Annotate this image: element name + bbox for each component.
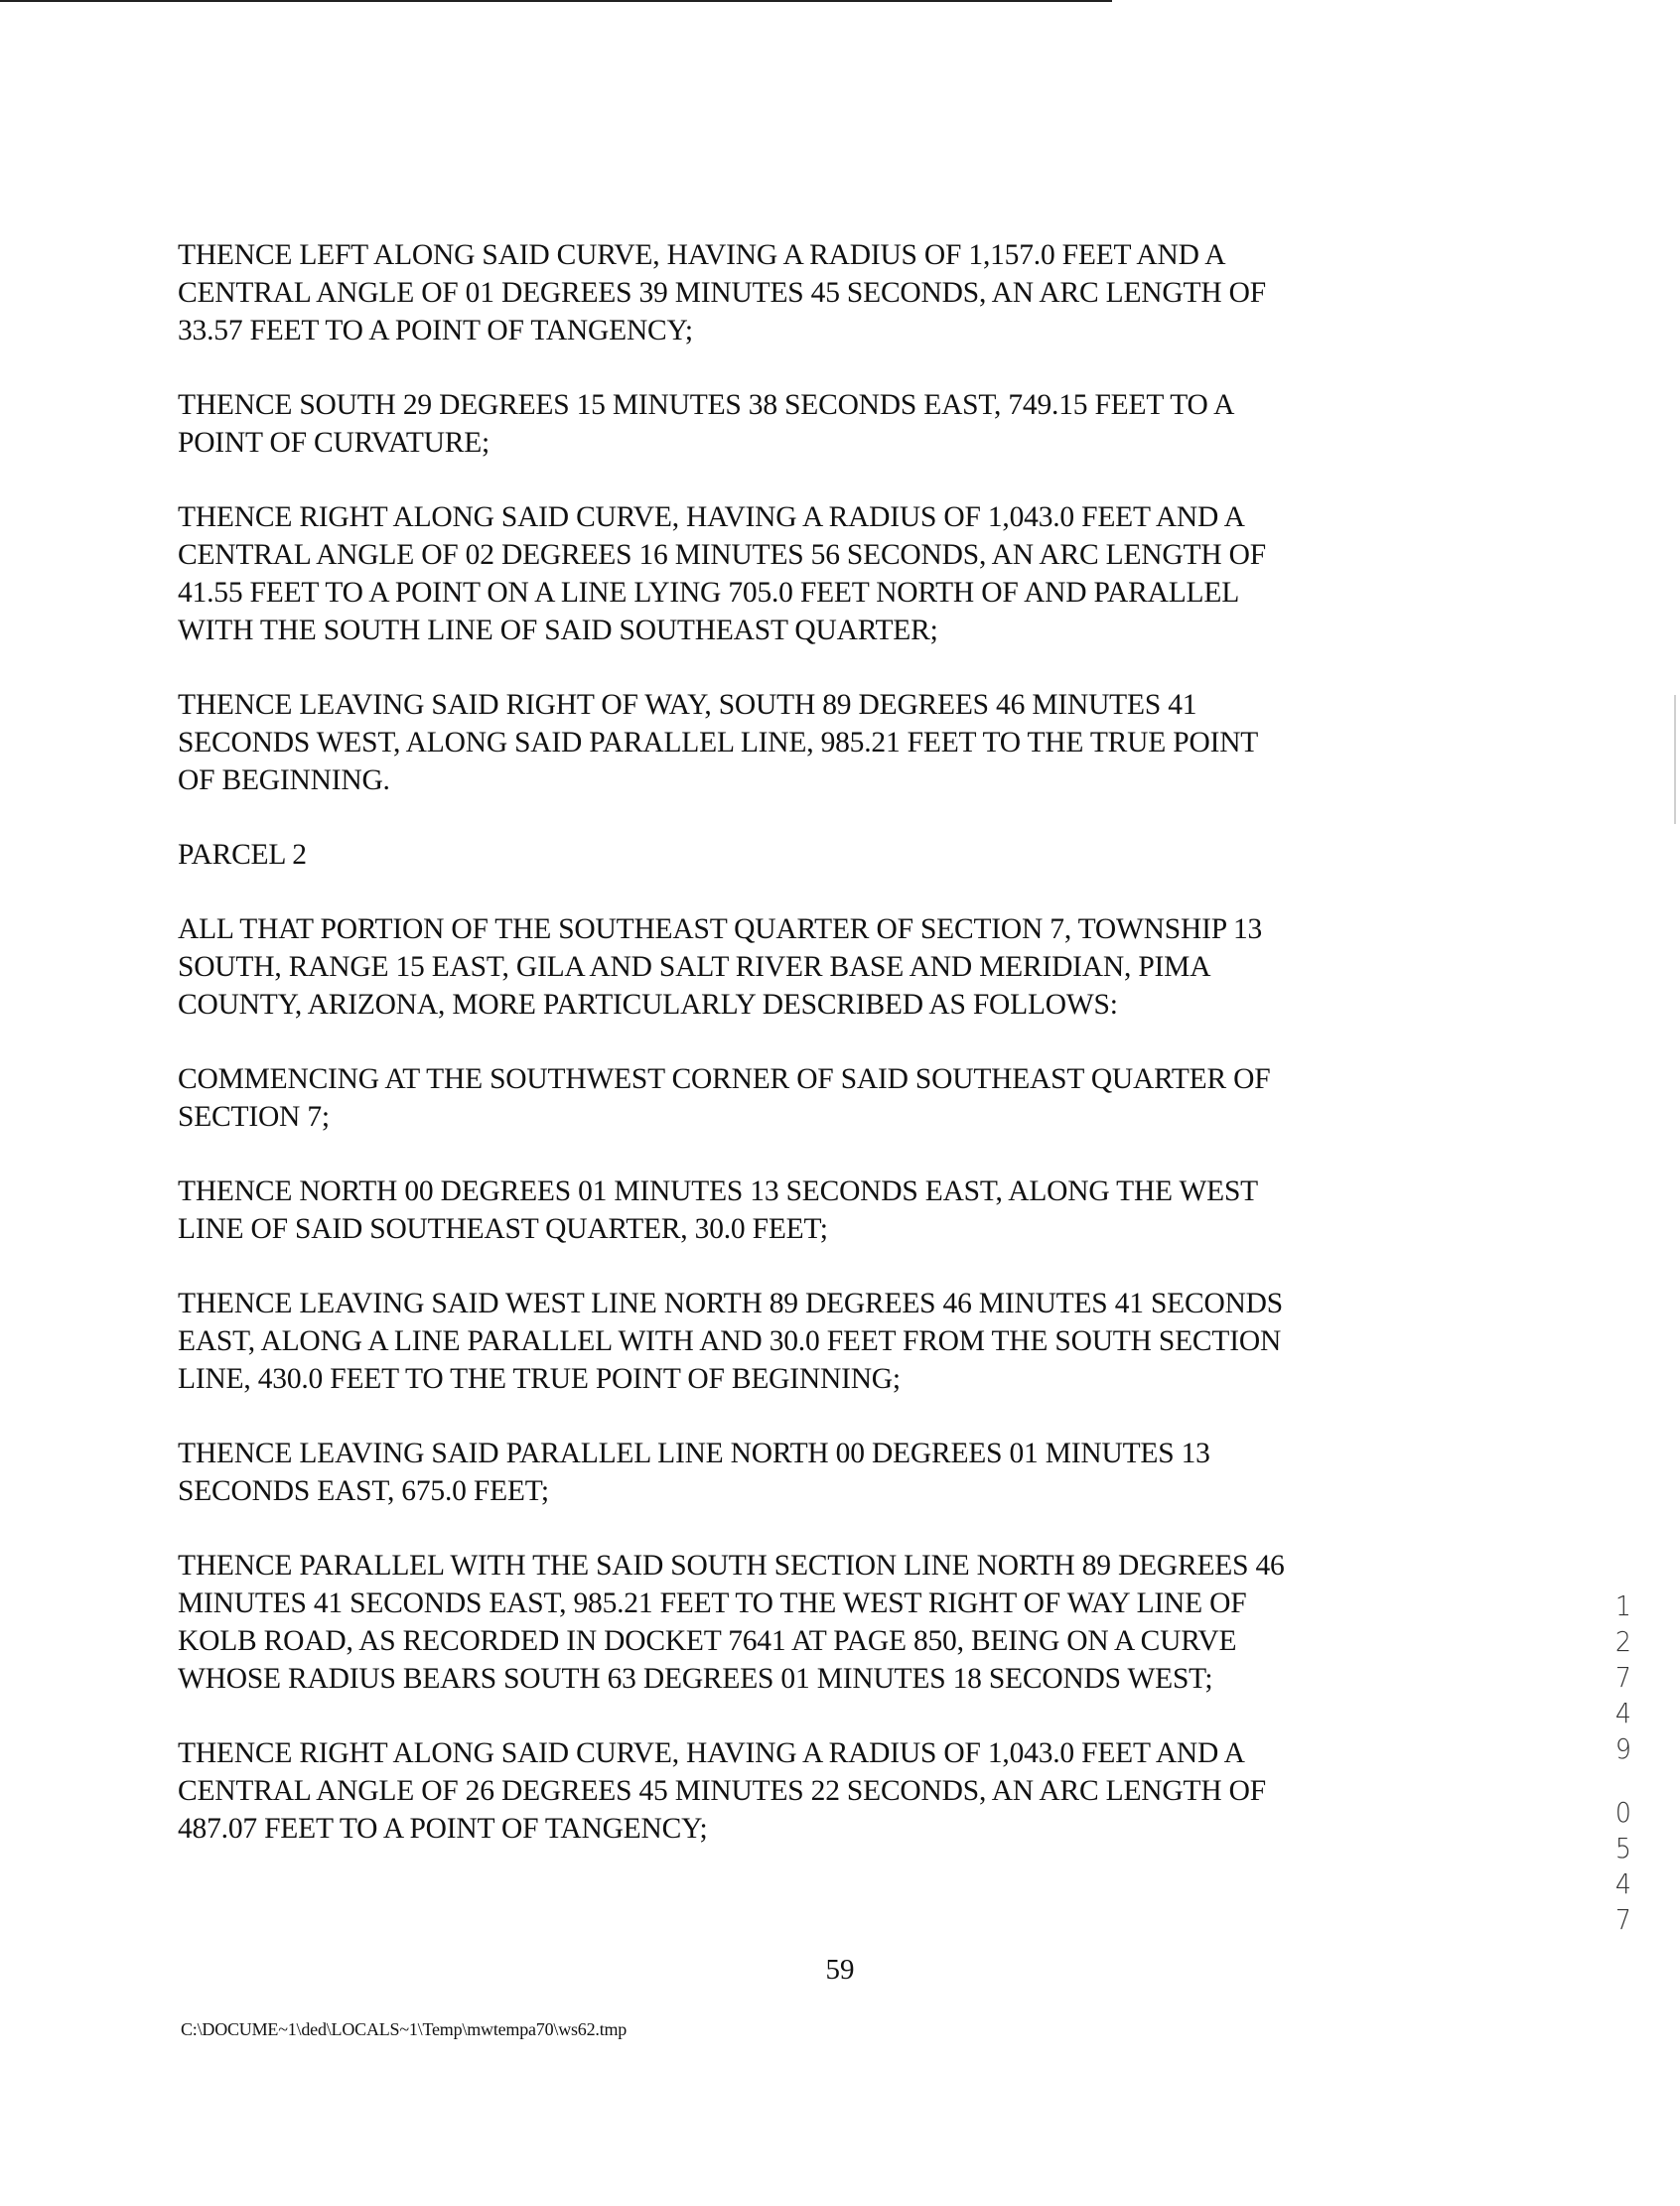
scan-edge-mark: [1674, 695, 1676, 824]
paragraph-leaving-west-line: THENCE LEAVING SAID WEST LINE NORTH 89 DEGREES 46 MINUTES 41 SECONDS EAST, ALONG A LINE PARALLEL WITH AND 30.0 FEET FROM THE SOUTH SECTION LINE, 430.0 FEET TO THE TRUE POINT OF BEGINNING;: [178, 1288, 1283, 1395]
parcel-heading: PARCEL 2: [178, 839, 307, 871]
paragraph-curve-right: THENCE RIGHT ALONG SAID CURVE, HAVING A RADIUS OF 1,043.0 FEET AND A CENTRAL ANGLE OF 02 DEGREES 16 MINUTES 56 SECONDS, AN ARC LENGTH OF 41.55 FEET TO A POINT ON A LINE LYING 705.0 FEET NORTH OF AND PARALLEL WITH THE SOUTH LINE OF SAID SOUTHEAST QUARTER;: [178, 501, 1266, 646]
recording-page-number: [1607, 1795, 1640, 1938]
legal-description-body: [178, 236, 1478, 1884]
stamp-digit: 0: [1614, 1796, 1632, 1829]
paragraph-commencing: COMMENCING AT THE SOUTHWEST CORNER OF SAID SOUTHEAST QUARTER OF SECTION 7;: [178, 1063, 1271, 1133]
paragraph-leaving-right-of-way: THENCE LEAVING SAID RIGHT OF WAY, SOUTH 89 DEGREES 46 MINUTES 41 SECONDS WEST, ALONG SAID PARALLEL LINE, 985.21 FEET TO THE TRUE POINT OF BEGINNING.: [178, 689, 1259, 796]
scan-border-line: [0, 0, 1112, 2]
stamp-digit: 7: [1614, 1661, 1632, 1694]
paragraph-curve-left: THENCE LEFT ALONG SAID CURVE, HAVING A RADIUS OF 1,157.0 FEET AND A CENTRAL ANGLE OF 01 DEGREES 39 MINUTES 45 SECONDS, AN ARC LENGTH OF 33.57 FEET TO A POINT OF TANGENCY;: [178, 239, 1266, 346]
paragraph-south-course: THENCE SOUTH 29 DEGREES 15 MINUTES 38 SECONDS EAST, 749.15 FEET TO A POINT OF CURVATURE;: [178, 389, 1235, 459]
recording-docket-number: [1607, 1588, 1640, 1767]
stamp-digit: 9: [1614, 1732, 1632, 1765]
stamp-digit: 1: [1614, 1589, 1632, 1622]
paragraph-parallel-south-section: THENCE PARALLEL WITH THE SAID SOUTH SECTION LINE NORTH 89 DEGREES 46 MINUTES 41 SECONDS EAST, 985.21 FEET TO THE WEST RIGHT OF WAY LINE OF KOLB ROAD, AS RECORDED IN DOCKET 7641 AT PAGE 850, BEING ON A CURVE WHOSE RADIUS BEARS SOUTH 63 DEGREES 01 MINUTES 18 SECONDS WEST;: [178, 1550, 1285, 1695]
stamp-digit: 7: [1614, 1903, 1632, 1936]
page-number: 59: [825, 1954, 855, 1986]
paragraph-curve-right-tangency: THENCE RIGHT ALONG SAID CURVE, HAVING A RADIUS OF 1,043.0 FEET AND A CENTRAL ANGLE OF 26 DEGREES 45 MINUTES 22 SECONDS, AN ARC LENGTH OF 487.07 FEET TO A POINT OF TANGENCY;: [178, 1737, 1266, 1845]
recording-stamp: [1607, 1588, 1640, 1938]
paragraph-north-course: THENCE NORTH 00 DEGREES 01 MINUTES 13 SECONDS EAST, ALONG THE WEST LINE OF SAID SOUTHEAST QUARTER, 30.0 FEET;: [178, 1175, 1258, 1245]
stamp-digit: 4: [1614, 1697, 1632, 1729]
paragraph-leaving-parallel-line: THENCE LEAVING SAID PARALLEL LINE NORTH 00 DEGREES 01 MINUTES 13 SECONDS EAST, 675.0 FEET;: [178, 1438, 1210, 1507]
paragraph-parcel-description: ALL THAT PORTION OF THE SOUTHEAST QUARTER OF SECTION 7, TOWNSHIP 13 SOUTH, RANGE 15 EAST, GILA AND SALT RIVER BASE AND MERIDIAN, PIMA COUNTY, ARIZONA, MORE PARTICULARLY DESCRIBED AS FOLLOWS:: [178, 913, 1263, 1021]
stamp-digit: 4: [1614, 1867, 1632, 1900]
stamp-digit: 5: [1614, 1832, 1632, 1864]
file-path-footer: C:\DOCUME~1\ded\LOCALS~1\Temp\mwtempa70\ws62.tmp: [181, 2019, 628, 2039]
stamp-digit: 2: [1614, 1625, 1632, 1658]
